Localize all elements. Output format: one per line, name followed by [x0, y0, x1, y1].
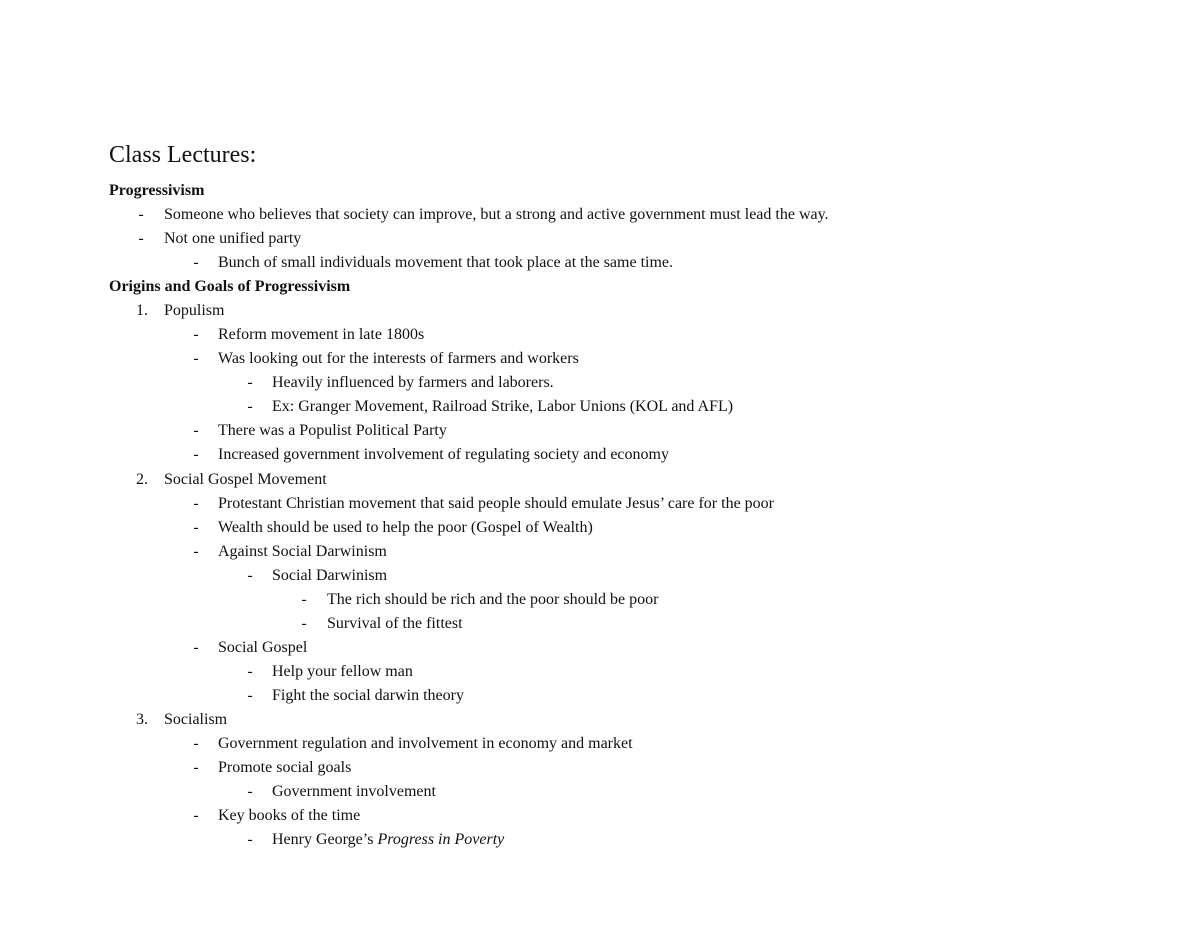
list-item-text: Increased government involvement of regulating society and economy [218, 446, 669, 463]
list-item-text: Social Darwinism [272, 567, 388, 584]
list-item-text: Was looking out for the interests of farmers and workers [218, 350, 579, 367]
bullet-dash: - [193, 735, 199, 752]
bullet-dash: - [193, 495, 199, 512]
bullet-dash: - [193, 446, 199, 463]
bullet-dash: - [247, 567, 253, 584]
list-item [0, 227, 1200, 251]
list-item [0, 323, 1200, 347]
list-item [0, 203, 1200, 227]
numbered-item [0, 708, 1200, 732]
document-title: Class Lectures: [109, 142, 257, 168]
list-number: 2. [136, 471, 148, 488]
bullet-dash: - [247, 663, 253, 680]
list-item [0, 347, 1200, 371]
list-item [0, 443, 1200, 467]
bullet-dash: - [193, 326, 199, 343]
list-item-text: There was a Populist Political Party [218, 422, 447, 439]
list-item [0, 419, 1200, 443]
list-item [0, 684, 1200, 708]
list-item [0, 564, 1200, 588]
bullet-dash: - [193, 759, 199, 776]
list-number: 1. [136, 302, 148, 319]
bullet-dash: - [247, 374, 253, 391]
list-item-text: Against Social Darwinism [218, 543, 387, 560]
list-item-text: Government regulation and involvement in economy and market [218, 735, 633, 752]
list-item [0, 756, 1200, 780]
list-item-text [272, 828, 504, 852]
list-item [0, 780, 1200, 804]
list-item [0, 395, 1200, 419]
list-item [0, 636, 1200, 660]
list-item [0, 371, 1200, 395]
list-item-text: Wealth should be used to help the poor (Gospel of Wealth) [218, 519, 593, 536]
bullet-dash: - [138, 230, 144, 247]
list-item-text: Promote social goals [218, 759, 352, 776]
list-item [0, 660, 1200, 684]
list-item-text: Social Gospel Movement [164, 471, 327, 488]
list-item-text: Not one unified party [164, 230, 302, 247]
list-item [0, 492, 1200, 516]
list-item-text: Fight the social darwin theory [272, 687, 464, 704]
bullet-dash: - [193, 254, 199, 271]
list-item-text: Heavily influenced by farmers and laborers. [272, 374, 554, 391]
list-item-text: Social Gospel [218, 639, 308, 656]
book-title: Progress in Poverty [377, 831, 505, 848]
bullet-dash: - [193, 543, 199, 560]
list-item-text: Help your fellow man [272, 663, 413, 680]
bullet-dash: - [193, 350, 199, 367]
list-item-text: Populism [164, 302, 225, 319]
bullet-dash: - [193, 639, 199, 656]
list-item-text: Reform movement in late 1800s [218, 326, 425, 343]
list-number: 3. [136, 711, 148, 728]
list-item-text: Survival of the fittest [327, 615, 463, 632]
section-heading-progressivism: Progressivism [109, 182, 205, 199]
bullet-dash: - [193, 519, 199, 536]
bullet-dash: - [247, 783, 253, 800]
list-item-text: Someone who believes that society can improve, but a strong and active government must lead the way. [164, 206, 829, 223]
list-item [0, 516, 1200, 540]
list-item [0, 251, 1200, 275]
list-item [0, 732, 1200, 756]
list-item [0, 804, 1200, 828]
bullet-dash: - [247, 831, 253, 848]
list-item-text: Bunch of small individuals movement that took place at the same time. [218, 254, 674, 271]
list-item-text: Protestant Christian movement that said people should emulate Jesus’ care for the poor [218, 495, 775, 512]
bullet-dash: - [301, 615, 307, 632]
list-item-text: Government involvement [272, 783, 436, 800]
numbered-item [0, 299, 1200, 323]
bullet-dash: - [193, 807, 199, 824]
bullet-dash: - [247, 687, 253, 704]
list-item-text: The rich should be rich and the poor should be poor [327, 591, 659, 608]
list-item [0, 540, 1200, 564]
section-heading-origins: Origins and Goals of Progressivism [109, 278, 351, 295]
book-author: Henry George’s [272, 831, 378, 848]
numbered-item [0, 468, 1200, 492]
list-item [0, 588, 1200, 612]
bullet-dash: - [247, 398, 253, 415]
list-item-text: Ex: Granger Movement, Railroad Strike, Labor Unions (KOL and AFL) [272, 398, 734, 415]
bullet-dash: - [301, 591, 307, 608]
list-item-text: Key books of the time [218, 807, 361, 824]
bullet-dash: - [138, 206, 144, 223]
list-item-text: Socialism [164, 711, 228, 728]
list-item [0, 828, 1200, 852]
list-item [0, 612, 1200, 636]
bullet-dash: - [193, 422, 199, 439]
